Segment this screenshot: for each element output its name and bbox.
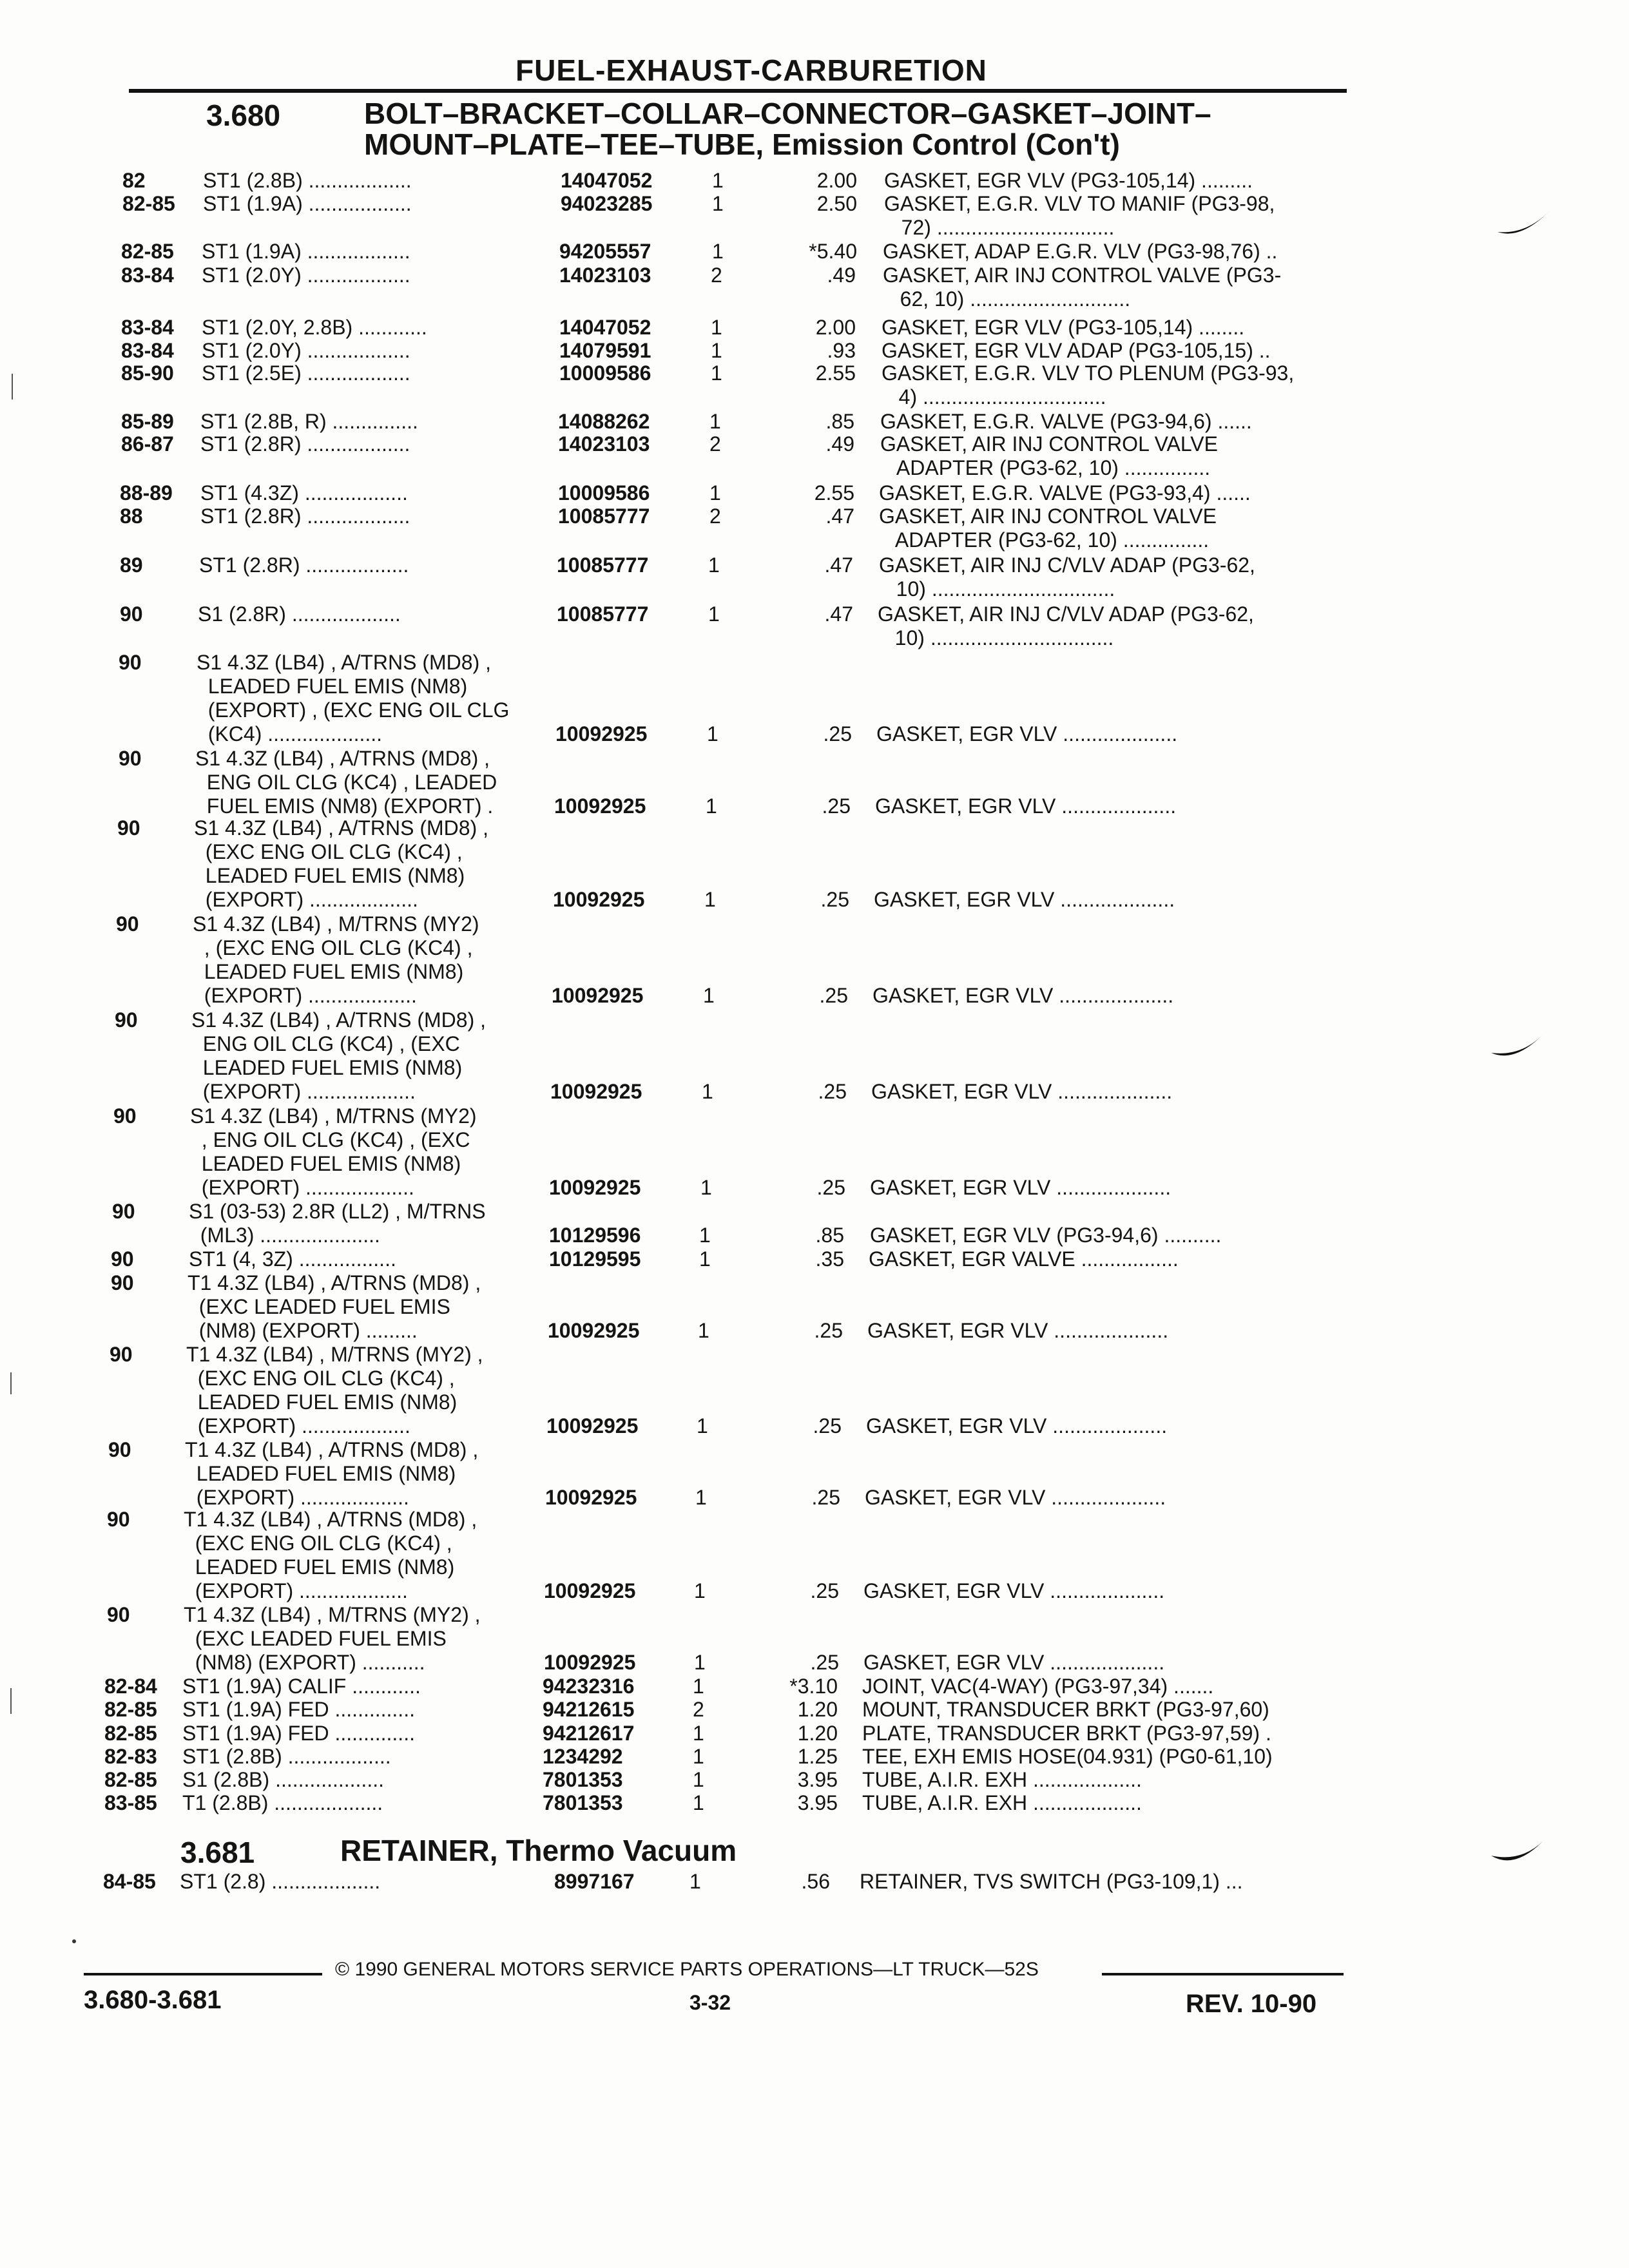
part-number: 14079591 <box>559 339 651 362</box>
quantity: 1 <box>693 1745 704 1768</box>
application: T1 (2.8B) ................... <box>182 1791 383 1814</box>
quantity: 1 <box>703 984 715 1007</box>
price: 3.95 <box>797 1791 838 1814</box>
section-title-line-2: MOUNT–PLATE–TEE–TUBE, Emission Control (Con't) <box>364 128 1120 161</box>
part-number: 10085777 <box>558 505 650 528</box>
section-number: 3.681 <box>180 1836 255 1869</box>
price: .25 <box>810 1579 839 1602</box>
description: GASKET, EGR VLV (PG3-105,14) ........ <box>882 316 1245 339</box>
description: GASKET, EGR VLV (PG3-94,6) .......... <box>870 1224 1222 1247</box>
price: 2.50 <box>816 192 857 215</box>
part-number: 10085777 <box>557 553 649 577</box>
price: .25 <box>818 1080 847 1103</box>
footer-rule-left <box>84 1973 322 1975</box>
quantity: 1 <box>693 1791 704 1814</box>
year-range: 90 <box>108 1438 131 1461</box>
price: .25 <box>822 794 851 818</box>
price: .56 <box>801 1870 830 1893</box>
year-range: 86-87 <box>121 432 174 456</box>
quantity: 1 <box>709 481 721 505</box>
quantity: 1 <box>711 361 722 385</box>
application: ST1 (2.8B, R) ............... <box>200 410 418 433</box>
quantity: 2 <box>709 432 721 456</box>
description: TEE, EXH EMIS HOSE(04.931) (PG0-61,10) <box>862 1745 1273 1768</box>
application: ST1 (1.9A) FED .............. <box>182 1722 415 1745</box>
description: GASKET, EGR VLV .................... <box>865 1486 1166 1509</box>
application: T1 4.3Z (LB4) , A/TRNS (MD8) , LEADED FUEL EMIS (NM8) (EXPORT) ................... <box>185 1438 479 1509</box>
quantity: 1 <box>709 410 721 433</box>
year-range: 90 <box>119 747 142 770</box>
application: T1 4.3Z (LB4) , M/TRNS (MY2) , (EXC LEADED FUEL EMIS (NM8) (EXPORT) ........... <box>184 1603 481 1674</box>
quantity: 1 <box>699 1247 711 1271</box>
description: GASKET, AIR INJ CONTROL VALVE ADAPTER (PG3-62, 10) ............... <box>880 432 1218 479</box>
price: 2.00 <box>816 169 857 192</box>
margin-check-mark-icon <box>1495 206 1553 245</box>
quantity: 1 <box>699 1224 711 1247</box>
price: .25 <box>823 722 852 745</box>
description: GASKET, AIR INJ C/VLV ADAP (PG3-62, 10) ................................ <box>878 602 1254 649</box>
page-title: FUEL-EXHAUST-CARBURETION <box>516 53 987 87</box>
description: GASKET, EGR VLV .................... <box>875 794 1177 818</box>
description: GASKET, ADAP E.G.R. VLV (PG3-98,76) .. <box>883 240 1278 263</box>
application: T1 4.3Z (LB4) , A/TRNS (MD8) , (EXC ENG OIL CLG (KC4) , LEADED FUEL EMIS (NM8) (EXPORT) ................... <box>184 1508 477 1602</box>
application: ST1 (2.8B) .................. <box>203 169 412 192</box>
year-range: 90 <box>117 816 140 840</box>
year-range: 90 <box>110 1343 133 1366</box>
application: ST1 (2.8R) .................. <box>199 553 409 577</box>
year-range: 82-85 <box>104 1768 157 1791</box>
application: S1 4.3Z (LB4) , M/TRNS (MY2) , (EXC ENG OIL CLG (KC4) , LEADED FUEL EMIS (NM8) (EXPORT) ................... <box>193 912 479 1007</box>
part-number: 8997167 <box>554 1870 635 1893</box>
description: GASKET, E.G.R. VALVE (PG3-93,4) ...... <box>879 481 1251 505</box>
part-number: 14047052 <box>559 316 651 339</box>
price: 2.00 <box>815 316 856 339</box>
application: S1 (2.8B) ................... <box>182 1768 384 1791</box>
application: ST1 (2.0Y) .................. <box>202 339 410 362</box>
year-range: 89 <box>120 553 143 577</box>
part-number: 10009586 <box>558 481 650 505</box>
description: GASKET, EGR VLV .................... <box>872 984 1174 1007</box>
application: ST1 (2.5E) .................. <box>202 361 410 385</box>
part-number: 10085777 <box>557 602 649 626</box>
part-number: 10092925 <box>555 722 648 745</box>
application: S1 4.3Z (LB4) , A/TRNS (MD8) , ENG OIL CLG (KC4) , (EXC LEADED FUEL EMIS (NM8) (EXPORT) ................... <box>191 1008 486 1103</box>
description: GASKET, EGR VLV .................... <box>874 888 1175 911</box>
part-number: 10092925 <box>545 1486 637 1509</box>
year-range: 82-85 <box>104 1722 157 1745</box>
quantity: 1 <box>693 1675 704 1698</box>
year-range: 83-85 <box>104 1791 157 1814</box>
part-number: 94232316 <box>543 1675 635 1698</box>
application: ST1 (1.9A) CALIF ............ <box>182 1675 421 1698</box>
part-number: 10092925 <box>553 888 645 911</box>
quantity: 1 <box>702 1080 713 1103</box>
application: S1 (2.8R) ................... <box>198 602 401 626</box>
year-range: 83-84 <box>121 316 174 339</box>
application: S1 4.3Z (LB4) , A/TRNS (MD8) , ENG OIL CLG (KC4) , LEADED FUEL EMIS (NM8) (EXPORT) . <box>195 747 497 818</box>
price: 1.25 <box>797 1745 838 1768</box>
description: GASKET, EGR VLV .................... <box>870 1176 1171 1199</box>
application: ST1 (2.0Y) .................. <box>202 264 410 287</box>
part-number: 14023103 <box>559 264 651 287</box>
year-range: 88 <box>120 505 143 528</box>
quantity: 2 <box>711 264 722 287</box>
year-range: 90 <box>107 1603 130 1626</box>
description: GASKET, AIR INJ C/VLV ADAP (PG3-62, 10) ................................ <box>879 553 1255 601</box>
description: GASKET, EGR VALVE ................. <box>869 1247 1179 1271</box>
application: ST1 (1.9A) FED .............. <box>182 1698 415 1721</box>
description: GASKET, EGR VLV (PG3-105,14) ......... <box>884 169 1253 192</box>
part-number: 10092925 <box>544 1579 636 1602</box>
year-range: 82-85 <box>104 1698 157 1721</box>
price: .25 <box>814 1319 843 1342</box>
quantity: 1 <box>693 1768 704 1791</box>
quantity: 1 <box>689 1870 701 1893</box>
quantity: 2 <box>693 1698 704 1721</box>
scan-mark <box>10 1372 12 1394</box>
description: MOUNT, TRANSDUCER BRKT (PG3-97,60) <box>862 1698 1269 1721</box>
section-number: 3.680 <box>206 99 281 132</box>
margin-check-mark-icon <box>1489 1031 1547 1070</box>
scan-mark <box>12 374 13 399</box>
quantity: 1 <box>712 169 724 192</box>
quantity: 1 <box>693 1722 704 1745</box>
description: GASKET, AIR INJ CONTROL VALVE ADAPTER (PG3-62, 10) ............... <box>879 505 1217 552</box>
section-title: RETAINER, Thermo Vacuum <box>340 1834 737 1867</box>
description: JOINT, VAC(4-WAY) (PG3-97,34) ....... <box>862 1675 1214 1698</box>
year-range: 90 <box>111 1247 134 1271</box>
description: GASKET, EGR VLV .................... <box>863 1579 1165 1602</box>
description: GASKET, EGR VLV .................... <box>867 1319 1169 1342</box>
price: .49 <box>825 432 854 456</box>
price: .25 <box>813 1414 842 1437</box>
year-range: 90 <box>111 1271 134 1294</box>
quantity: 1 <box>695 1486 707 1509</box>
price: .93 <box>827 339 856 362</box>
margin-check-mark-icon <box>1489 1836 1547 1875</box>
price: .25 <box>816 1176 845 1199</box>
year-range: 83-84 <box>121 264 174 287</box>
price: .25 <box>811 1486 840 1509</box>
part-number: 14047052 <box>561 169 653 192</box>
quantity: 2 <box>709 505 721 528</box>
part-number: 1234292 <box>543 1745 623 1768</box>
application: ST1 (2.8R) .................. <box>200 432 410 456</box>
application: ST1 (2.8R) .................. <box>200 505 410 528</box>
copyright-notice: © 1990 GENERAL MOTORS SERVICE PARTS OPERATIONS—LT TRUCK—52S <box>335 1959 1039 1980</box>
application: ST1 (4.3Z) .................. <box>200 481 408 505</box>
part-number: 10129596 <box>549 1224 641 1247</box>
quantity: 1 <box>697 1414 708 1437</box>
price: 3.95 <box>797 1768 838 1791</box>
application: S1 (03-53) 2.8R (LL2) , M/TRNS (ML3) ..................... <box>189 1200 486 1247</box>
description: GASKET, E.G.R. VALVE (PG3-94,6) ...... <box>880 410 1252 433</box>
revision-label: REV. 10-90 <box>1186 1990 1317 2018</box>
year-range: 88-89 <box>120 481 173 505</box>
part-number: 10092925 <box>548 1319 640 1342</box>
price: .25 <box>810 1651 839 1674</box>
description: GASKET, EGR VLV .................... <box>863 1651 1165 1674</box>
description: GASKET, AIR INJ CONTROL VALVE (PG3- 62, 10) ............................ <box>883 264 1282 311</box>
year-range: 82-83 <box>104 1745 157 1768</box>
part-number: 94023285 <box>561 192 653 215</box>
scan-mark <box>10 1688 12 1714</box>
quantity: 1 <box>698 1319 709 1342</box>
application: ST1 (2.8B) .................. <box>182 1745 391 1768</box>
part-number: 10092925 <box>554 794 646 818</box>
price: .47 <box>824 602 853 626</box>
price: 2.55 <box>814 481 854 505</box>
year-range: 90 <box>119 651 142 674</box>
year-range: 90 <box>113 1104 137 1128</box>
description: GASKET, EGR VLV .................... <box>871 1080 1173 1103</box>
part-number: 10129595 <box>549 1247 641 1271</box>
price: .25 <box>820 888 849 911</box>
quantity: 1 <box>706 794 717 818</box>
part-number: 10092925 <box>552 984 644 1007</box>
part-number: 10092925 <box>549 1176 641 1199</box>
year-range: 90 <box>116 912 139 936</box>
application: S1 4.3Z (LB4) , A/TRNS (MD8) , (EXC ENG OIL CLG (KC4) , LEADED FUEL EMIS (NM8) (EXPORT) ................... <box>194 816 488 911</box>
part-number: 14088262 <box>558 410 650 433</box>
description: RETAINER, TVS SWITCH (PG3-109,1) ... <box>860 1870 1243 1893</box>
quantity: 1 <box>708 553 720 577</box>
price: .47 <box>825 505 854 528</box>
part-number: 94212617 <box>543 1722 635 1745</box>
page-number: 3-32 <box>689 1991 731 2014</box>
year-range: 85-89 <box>121 410 174 433</box>
price: *3.10 <box>789 1675 838 1698</box>
quantity: 1 <box>711 316 722 339</box>
description: GASKET, EGR VLV .................... <box>876 722 1178 745</box>
quantity: 1 <box>708 602 720 626</box>
description: GASKET, EGR VLV .................... <box>866 1414 1168 1437</box>
quantity: 1 <box>707 722 718 745</box>
price: .35 <box>815 1247 844 1271</box>
price: .25 <box>819 984 848 1007</box>
application: S1 4.3Z (LB4) , M/TRNS (MY2) , ENG OIL CLG (KC4) , (EXC LEADED FUEL EMIS (NM8) (EXPORT) ................... <box>190 1104 477 1199</box>
year-range: 90 <box>115 1008 138 1032</box>
part-number: 94212615 <box>543 1698 635 1721</box>
year-range: 84-85 <box>103 1870 156 1893</box>
application: ST1 (1.9A) .................. <box>202 240 410 263</box>
application: ST1 (2.8) ................... <box>180 1870 381 1893</box>
price: 1.20 <box>797 1722 838 1745</box>
price: .49 <box>827 264 856 287</box>
price: *5.40 <box>809 240 857 263</box>
description: PLATE, TRANSDUCER BRKT (PG3-97,59) . <box>862 1722 1271 1745</box>
footer-section-range: 3.680-3.681 <box>84 1986 222 2014</box>
price: 1.20 <box>797 1698 838 1721</box>
quantity: 1 <box>711 339 722 362</box>
footer-rule-right <box>1102 1973 1344 1975</box>
part-number: 10009586 <box>559 361 651 385</box>
price: 2.55 <box>815 361 856 385</box>
quantity: 1 <box>694 1651 706 1674</box>
year-range: 90 <box>107 1508 130 1531</box>
quantity: 1 <box>694 1579 706 1602</box>
quantity: 1 <box>712 192 724 215</box>
application: T1 4.3Z (LB4) , M/TRNS (MY2) , (EXC ENG OIL CLG (KC4) , LEADED FUEL EMIS (NM8) (EXPORT) ................... <box>186 1343 483 1437</box>
quantity: 1 <box>704 888 716 911</box>
year-range: 90 <box>120 602 143 626</box>
description: GASKET, E.G.R. VLV TO MANIF (PG3-98, 72) ............................... <box>884 192 1275 239</box>
application: T1 4.3Z (LB4) , A/TRNS (MD8) , (EXC LEADED FUEL EMIS (NM8) (EXPORT) ......... <box>188 1271 481 1342</box>
quantity: 1 <box>700 1176 712 1199</box>
year-range: 83-84 <box>121 339 174 362</box>
quantity: 1 <box>712 240 724 263</box>
part-number: 7801353 <box>543 1768 623 1791</box>
application: ST1 (2.0Y, 2.8B) ............ <box>202 316 427 339</box>
year-range: 82-85 <box>121 240 174 263</box>
application: ST1 (1.9A) .................. <box>203 192 412 215</box>
price: .85 <box>825 410 854 433</box>
scan-mark <box>72 1939 76 1943</box>
year-range: 90 <box>112 1200 135 1223</box>
year-range: 82 <box>122 169 146 192</box>
price: .47 <box>824 553 853 577</box>
description: GASKET, EGR VLV ADAP (PG3-105,15) .. <box>882 339 1271 362</box>
part-number: 7801353 <box>543 1791 623 1814</box>
application: S1 4.3Z (LB4) , A/TRNS (MD8) , LEADED FUEL EMIS (NM8) (EXPORT) , (EXC ENG OIL CLG (KC4) .................... <box>197 651 510 745</box>
part-number: 10092925 <box>550 1080 642 1103</box>
section-title-line-1: BOLT–BRACKET–COLLAR–CONNECTOR–GASKET–JOINT– <box>364 97 1211 130</box>
part-number: 14023103 <box>558 432 650 456</box>
description: TUBE, A.I.R. EXH ................... <box>862 1768 1142 1791</box>
year-range: 85-90 <box>121 361 174 385</box>
year-range: 82-85 <box>122 192 175 215</box>
application: ST1 (4, 3Z) ................. <box>189 1247 396 1271</box>
part-number: 94205557 <box>559 240 651 263</box>
part-number: 10092925 <box>546 1414 639 1437</box>
year-range: 82-84 <box>104 1675 157 1698</box>
part-number: 10092925 <box>544 1651 636 1674</box>
description: TUBE, A.I.R. EXH ................... <box>862 1791 1142 1814</box>
price: .85 <box>815 1224 844 1247</box>
description: GASKET, E.G.R. VLV TO PLENUM (PG3-93, 4) ................................ <box>882 361 1295 408</box>
